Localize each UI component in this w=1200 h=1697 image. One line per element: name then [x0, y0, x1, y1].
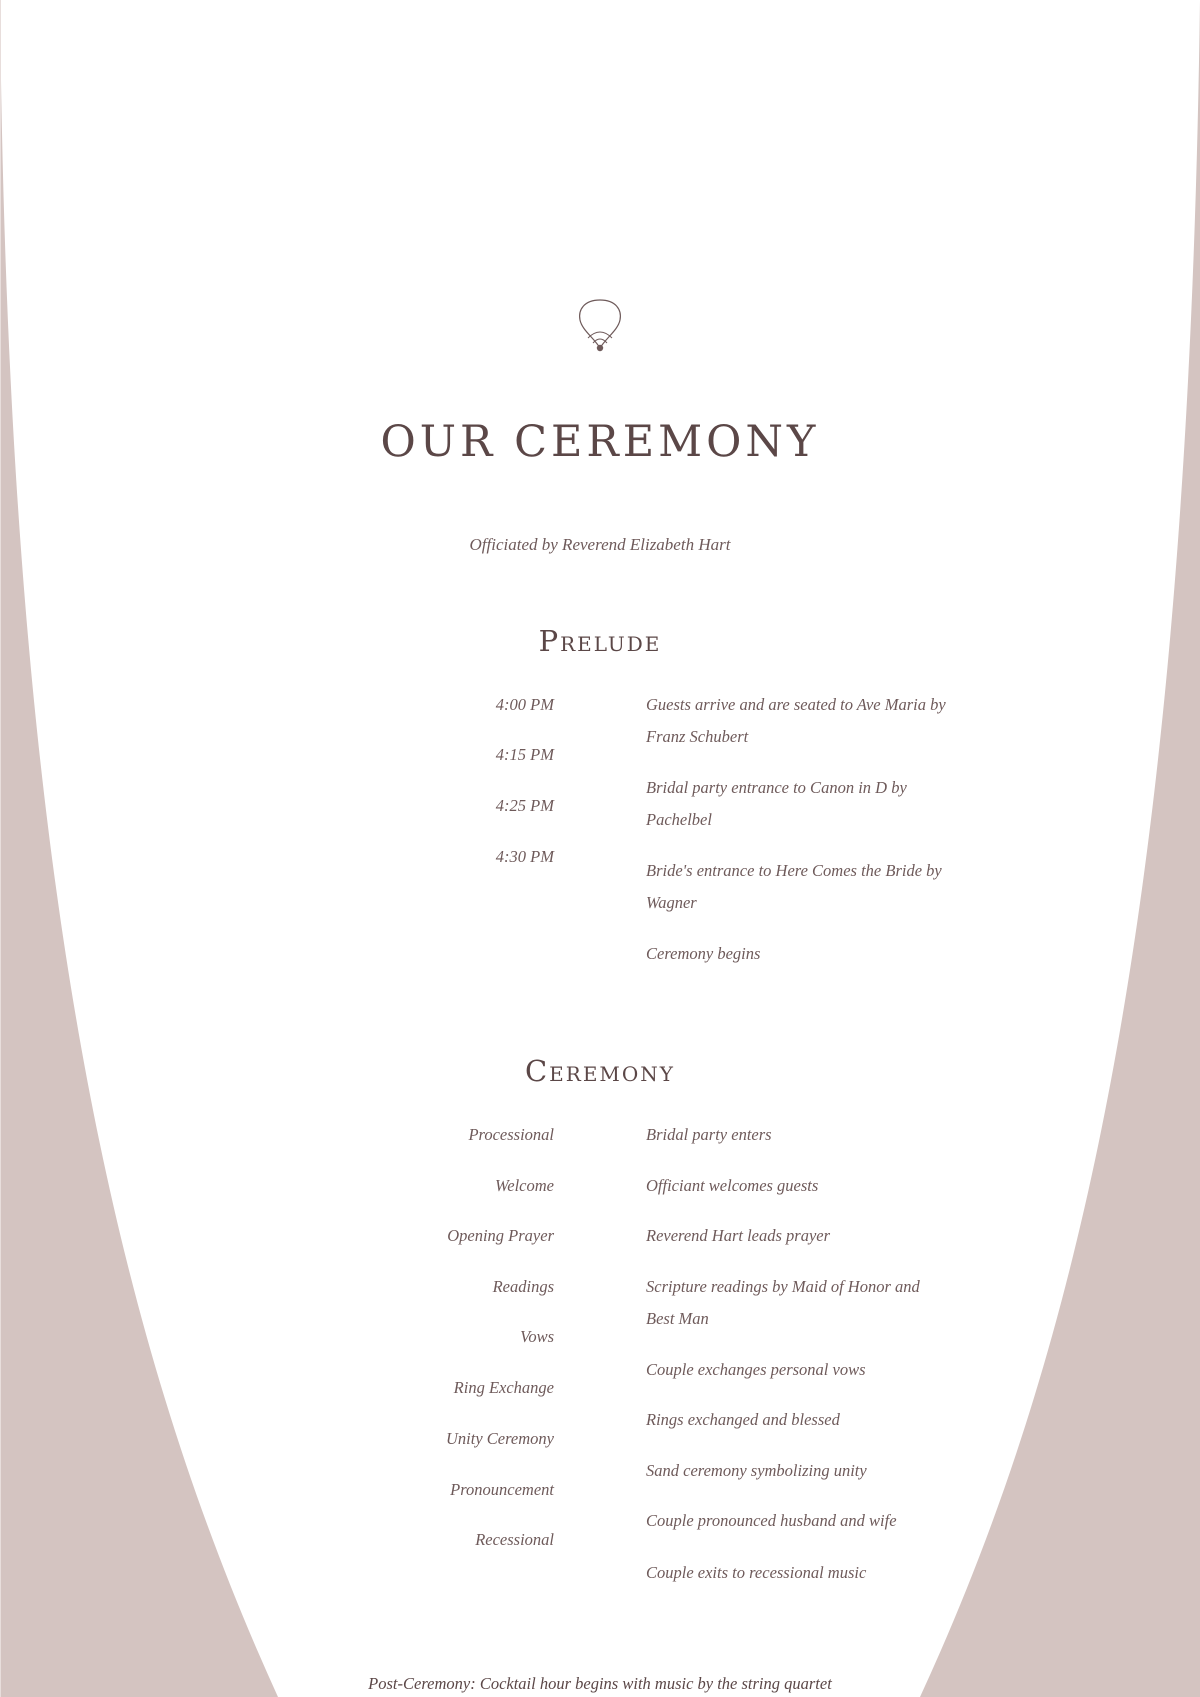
ceremony-label: Unity Ceremony [446, 1429, 554, 1448]
ceremony-label: Pronouncement [450, 1480, 554, 1499]
prelude-description: Guests arrive and are seated to Ave Maria by Franz Schubert [646, 695, 946, 746]
ceremony-description: Couple pronounced husband and wife [646, 1511, 897, 1530]
officiant-line: Officiated by Reverend Elizabeth Hart [469, 535, 731, 554]
ceremony-label: Welcome [495, 1176, 554, 1195]
prelude-description: Bridal party entrance to Canon in D by Pachelbel [646, 778, 907, 829]
ceremony-description: Reverend Hart leads prayer [646, 1226, 831, 1245]
ceremony-label: Recessional [475, 1530, 554, 1549]
prelude-description: Bride's entrance to Here Comes the Bride by Wagner [646, 861, 942, 912]
ceremony-label: Processional [468, 1125, 554, 1144]
ceremony-description: Couple exchanges personal vows [646, 1360, 866, 1379]
ceremony-description: Rings exchanged and blessed [646, 1410, 840, 1429]
prelude-time: 4:25 PM [495, 796, 554, 815]
ceremony-heading: Ceremony [524, 1054, 676, 1088]
prelude-time: 4:00 PM [495, 695, 554, 714]
prelude-description: Ceremony begins [646, 944, 761, 963]
ceremony-description: Officiant welcomes guests [646, 1176, 819, 1195]
page-title: OUR CEREMONY [380, 417, 820, 467]
ceremony-label: Ring Exchange [453, 1378, 554, 1397]
ceremony-label: Readings [492, 1277, 554, 1296]
post-ceremony-note: Post-Ceremony: Cocktail hour begins with music by the string quartet [368, 1674, 832, 1693]
ceremony-label: Opening Prayer [447, 1226, 554, 1245]
ceremony-description: Sand ceremony symbolizing unity [646, 1461, 867, 1480]
ceremony-label: Vows [520, 1327, 554, 1346]
hot-air-balloon-icon [570, 296, 630, 356]
ceremony-description: Bridal party enters [646, 1125, 772, 1144]
ceremony-description: Scripture readings by Maid of Honor and Best Man [646, 1277, 920, 1328]
prelude-time: 4:30 PM [495, 847, 554, 866]
prelude-heading: Prelude [538, 624, 662, 658]
prelude-time: 4:15 PM [495, 745, 554, 764]
ceremony-description: Couple exits to recessional music [646, 1563, 867, 1582]
